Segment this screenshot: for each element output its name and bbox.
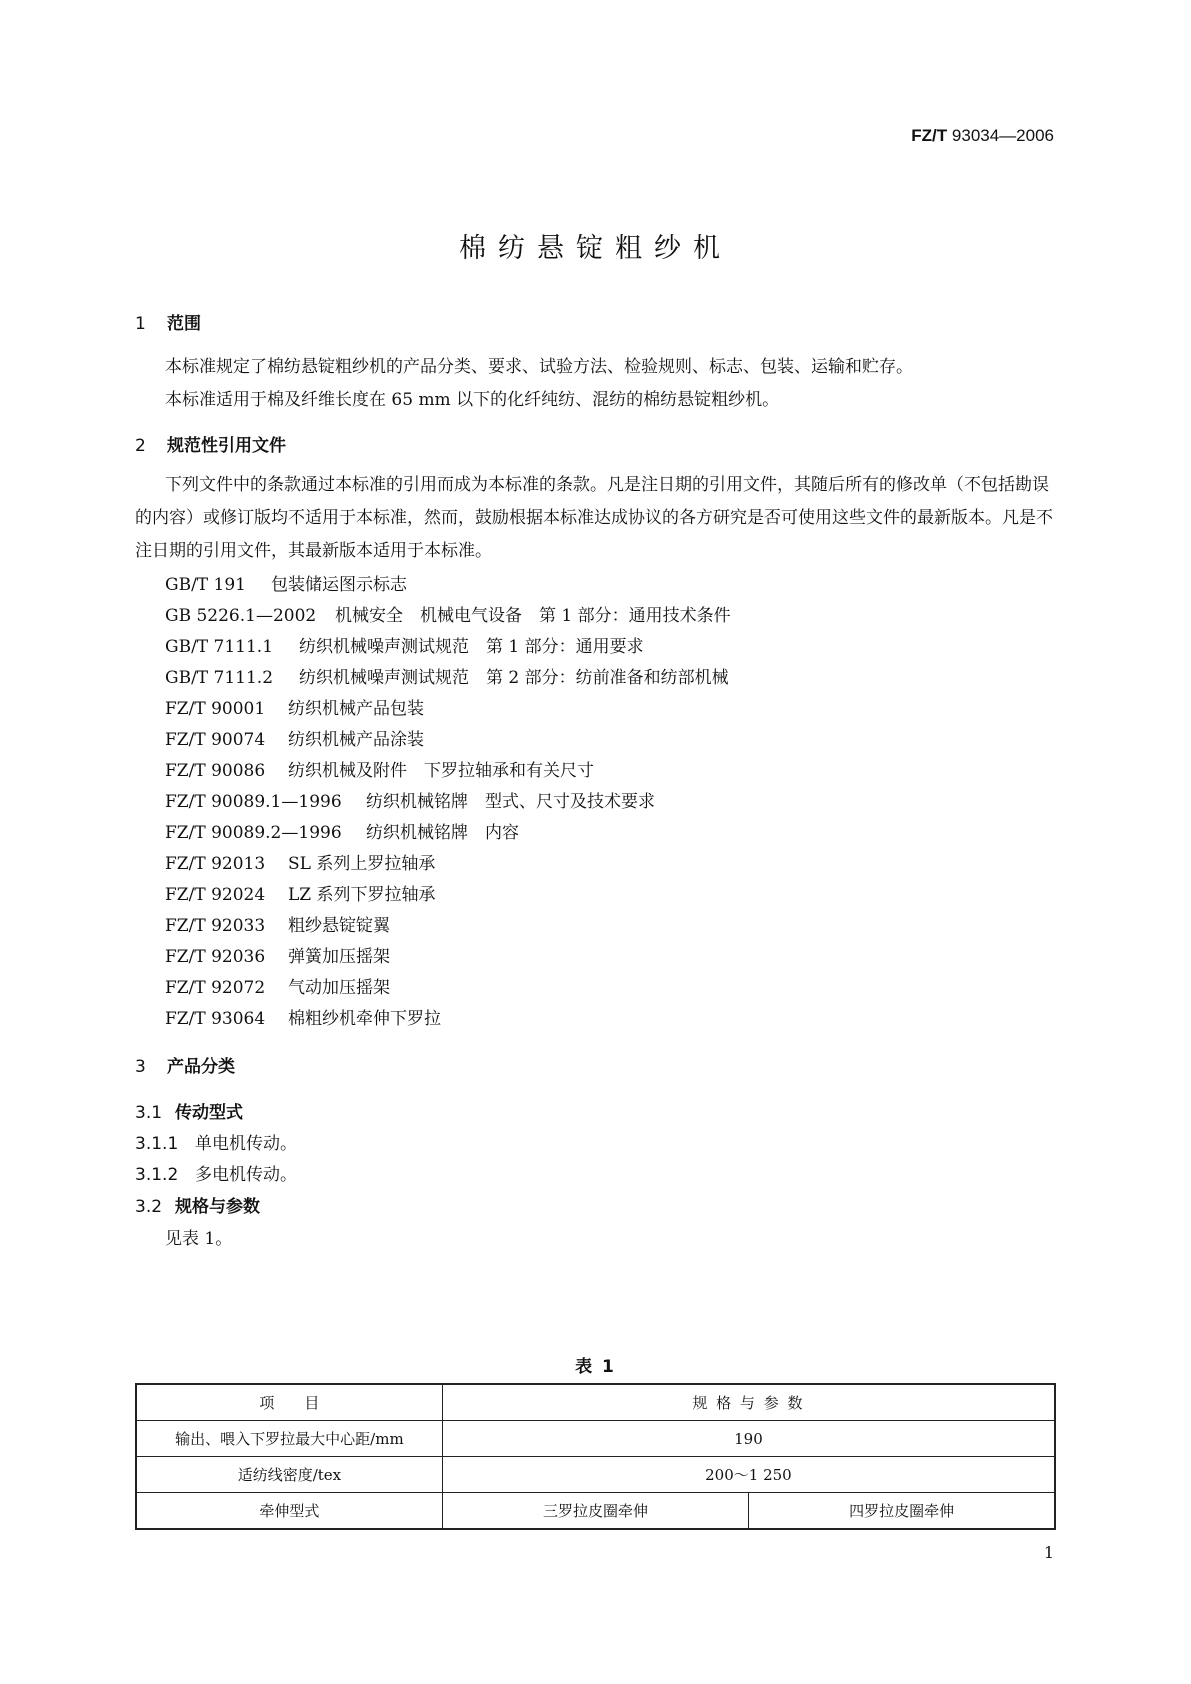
reference-name: 弹簧加压摇架 bbox=[288, 947, 390, 967]
table-header-row bbox=[136, 1384, 1055, 1421]
section-3-2-heading bbox=[135, 1192, 260, 1217]
reference-name: 纺织机械噪声测试规范 第 1 部分：通用要求 bbox=[299, 637, 644, 657]
reference-item bbox=[165, 570, 407, 595]
section-number: 1 bbox=[135, 314, 146, 334]
table-cell: 四罗拉皮圈牵伸 bbox=[749, 1493, 1055, 1530]
reference-code: FZ/T 92013 bbox=[165, 854, 266, 874]
section-title: 范围 bbox=[167, 314, 201, 334]
table-row bbox=[136, 1421, 1055, 1457]
reference-item bbox=[165, 787, 655, 812]
spec-table bbox=[135, 1383, 1056, 1530]
reference-code: FZ/T 90089.1—1996 bbox=[165, 792, 342, 812]
reference-name: 机械安全 机械电气设备 第 1 部分：通用技术条件 bbox=[335, 606, 731, 626]
standard-code-number: 93034—2006 bbox=[951, 126, 1054, 145]
reference-name: 棉粗纱机牵伸下罗拉 bbox=[288, 1009, 441, 1029]
reference-item bbox=[165, 663, 729, 688]
reference-item bbox=[165, 818, 519, 843]
section-number: 3.2 bbox=[135, 1197, 163, 1217]
table-cell: 190 bbox=[442, 1421, 1055, 1457]
reference-code: FZ/T 93064 bbox=[165, 1009, 266, 1029]
document-title: 棉纺悬锭粗纱机 bbox=[459, 233, 732, 264]
section-number: 3.1.1 bbox=[135, 1134, 179, 1154]
reference-code: FZ/T 90001 bbox=[165, 699, 266, 719]
section-3-1-heading bbox=[135, 1098, 243, 1123]
section-number: 2 bbox=[135, 436, 146, 456]
section-3-2-text: 见表 1。 bbox=[165, 1229, 233, 1249]
reference-item bbox=[165, 849, 435, 874]
reference-code: FZ/T 90074 bbox=[165, 730, 266, 750]
reference-code: GB 5226.1—2002 bbox=[165, 606, 317, 626]
reference-name: 纺织机械及附件 下罗拉轴承和有关尺寸 bbox=[288, 761, 594, 781]
table-cell: 200～1 250 bbox=[442, 1457, 1055, 1493]
reference-item bbox=[165, 911, 390, 936]
standard-code bbox=[911, 126, 1054, 146]
reference-code: GB/T 191 bbox=[165, 575, 246, 595]
reference-item bbox=[165, 632, 644, 657]
reference-item bbox=[165, 694, 424, 719]
reference-code: GB/T 7111.2 bbox=[165, 668, 274, 688]
table-caption: 表 1 bbox=[575, 1357, 616, 1377]
section-title: 规格与参数 bbox=[175, 1197, 260, 1217]
reference-code: FZ/T 90086 bbox=[165, 761, 266, 781]
section-number: 3.1.2 bbox=[135, 1165, 179, 1185]
reference-name: 粗纱悬锭锭翼 bbox=[288, 916, 390, 936]
reference-item bbox=[165, 880, 436, 905]
reference-code: FZ/T 92036 bbox=[165, 947, 266, 967]
reference-item bbox=[165, 1004, 441, 1029]
reference-name: SL 系列上罗拉轴承 bbox=[288, 854, 436, 874]
table-header-cell: 规 格 与 参 数 bbox=[442, 1384, 1055, 1421]
table-cell: 输出、喂入下罗拉最大中心距/mm bbox=[136, 1421, 442, 1457]
section-text: 多电机传动。 bbox=[195, 1165, 297, 1185]
section-1-para-2: 本标准适用于棉及纤维长度在 65 mm 以下的化纤纯纺、混纺的棉纺悬锭粗纱机。 bbox=[165, 390, 780, 410]
reference-code: FZ/T 90089.2—1996 bbox=[165, 823, 342, 843]
section-3-1-1 bbox=[135, 1129, 297, 1154]
section-text: 单电机传动。 bbox=[195, 1134, 297, 1154]
section-title: 传动型式 bbox=[175, 1103, 243, 1123]
reference-name: 气动加压摇架 bbox=[288, 978, 390, 998]
table-row bbox=[136, 1493, 1055, 1530]
table-row bbox=[136, 1457, 1055, 1493]
reference-code: GB/T 7111.1 bbox=[165, 637, 274, 657]
section-title: 规范性引用文件 bbox=[167, 436, 286, 456]
section-1-heading bbox=[135, 309, 201, 334]
reference-name: 纺织机械产品涂装 bbox=[288, 730, 424, 750]
reference-code: FZ/T 92024 bbox=[165, 885, 266, 905]
reference-item bbox=[165, 942, 390, 967]
standard-code-prefix: FZ/T bbox=[911, 126, 948, 145]
section-1-para-1: 本标准规定了棉纺悬锭粗纱机的产品分类、要求、试验方法、检验规则、标志、包装、运输和贮存。 bbox=[165, 357, 913, 377]
reference-item bbox=[165, 756, 594, 781]
page-number: 1 bbox=[1043, 1543, 1054, 1562]
table-cell: 三罗拉皮圈牵伸 bbox=[442, 1493, 748, 1530]
reference-code: FZ/T 92072 bbox=[165, 978, 266, 998]
section-number: 3 bbox=[135, 1057, 146, 1077]
reference-item bbox=[165, 601, 731, 626]
table-header-cell: 项 目 bbox=[136, 1384, 442, 1421]
table-cell: 适纺线密度/tex bbox=[136, 1457, 442, 1493]
reference-item bbox=[165, 725, 424, 750]
section-2-heading bbox=[135, 431, 286, 456]
reference-code: FZ/T 92033 bbox=[165, 916, 266, 936]
section-3-1-2 bbox=[135, 1160, 297, 1185]
reference-name: 纺织机械铭牌 型式、尺寸及技术要求 bbox=[366, 792, 655, 812]
reference-name: 纺织机械产品包装 bbox=[288, 699, 424, 719]
table-cell: 牵伸型式 bbox=[136, 1493, 442, 1530]
reference-name: 纺织机械铭牌 内容 bbox=[366, 823, 519, 843]
section-2-intro: 下列文件中的条款通过本标准的引用而成为本标准的条款。凡是注日期的引用文件，其随后所有的修改单（不包括勘误的内容）或修订版均不适用于本标准，然而，鼓励根据本标准达成协议的各方研究是否可使用这些文件的最新版本。凡是不注日期的引用文件，其最新版本适用于本标准。 bbox=[135, 475, 1053, 561]
section-3-heading bbox=[135, 1052, 235, 1077]
section-title: 产品分类 bbox=[167, 1057, 235, 1077]
reference-name: 包装储运图示标志 bbox=[271, 575, 407, 595]
reference-name: LZ 系列下罗拉轴承 bbox=[288, 885, 436, 905]
reference-name: 纺织机械噪声测试规范 第 2 部分：纺前准备和纺部机械 bbox=[299, 668, 729, 688]
section-number: 3.1 bbox=[135, 1103, 163, 1123]
reference-item bbox=[165, 973, 390, 998]
